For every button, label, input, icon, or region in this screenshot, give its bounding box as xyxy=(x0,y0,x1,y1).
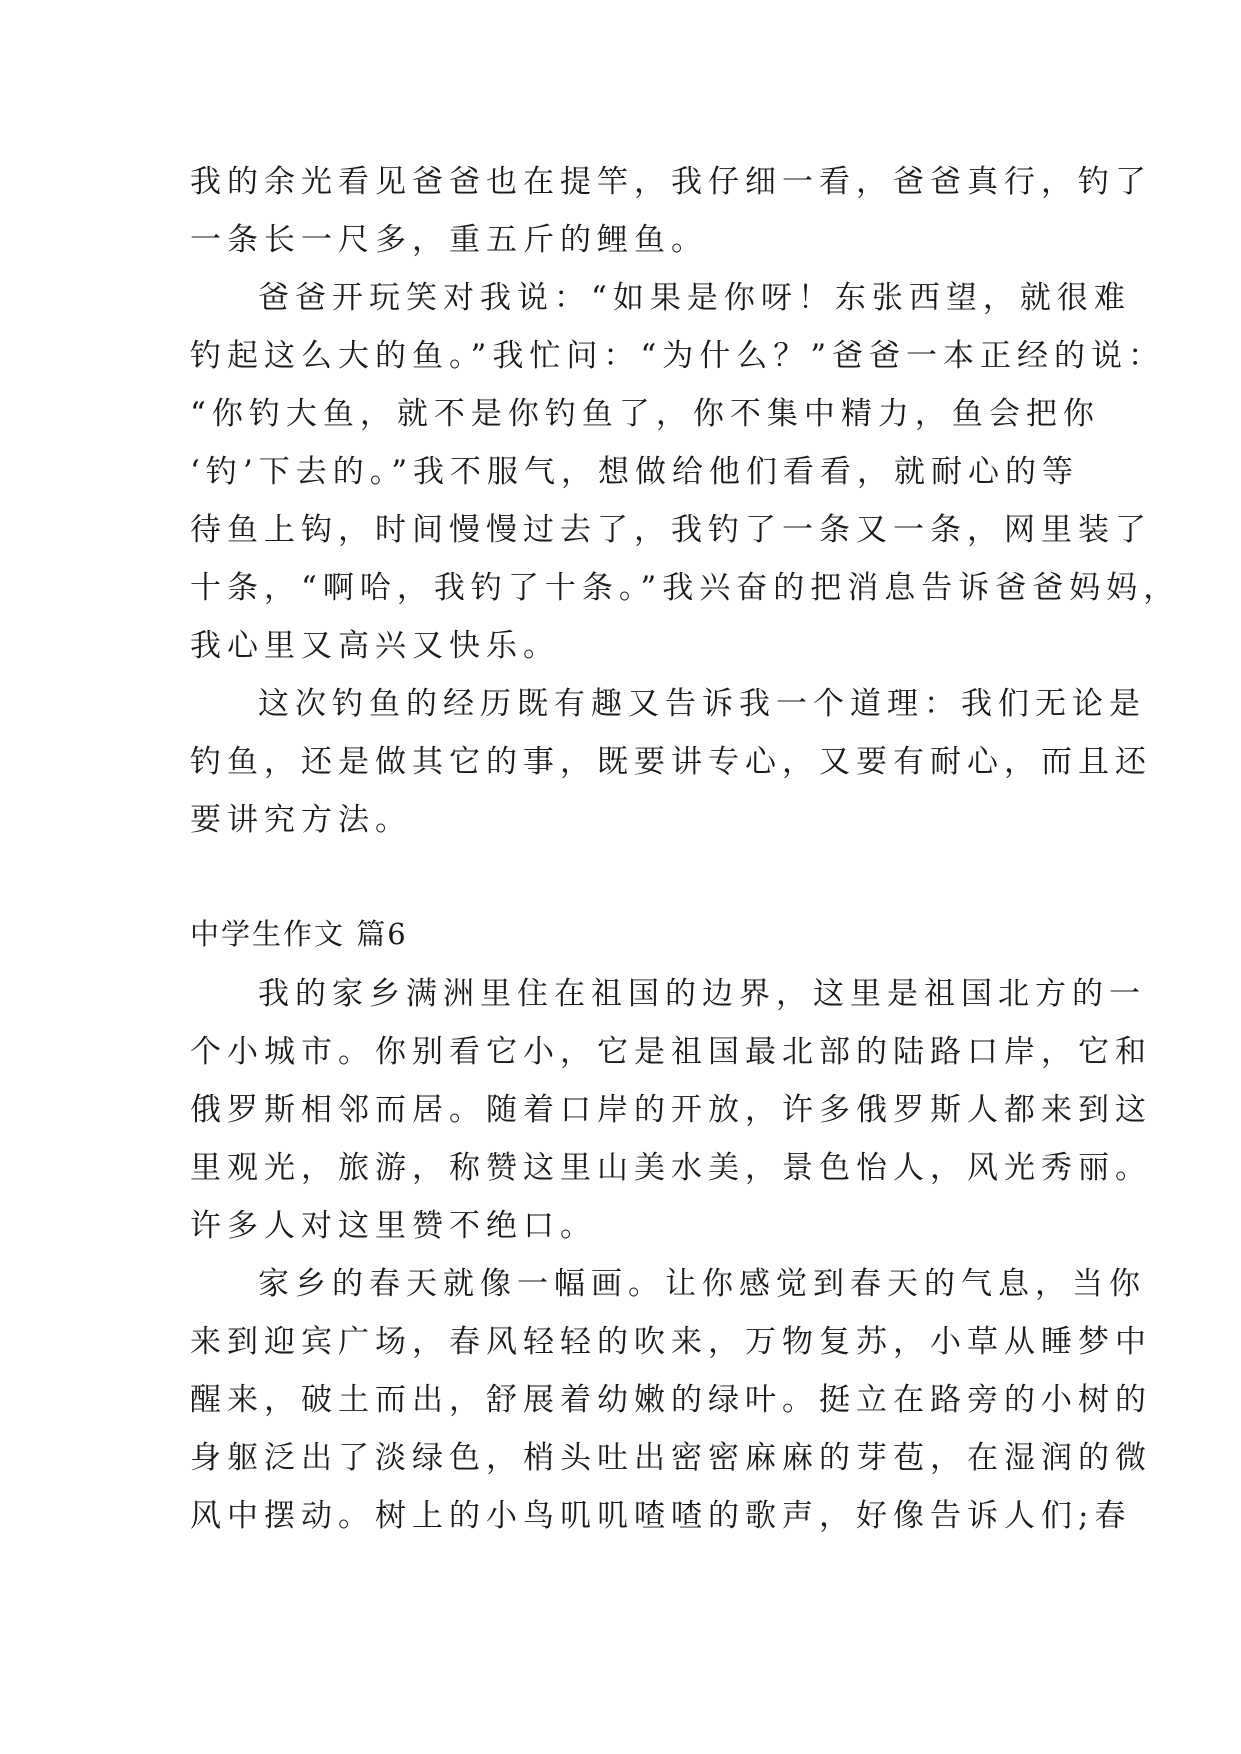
paragraph-line: 这次钓鱼的经历既有趣又告诉我一个道理：我们无论是 xyxy=(258,686,1146,722)
paragraph-line: 钓起这么大的鱼。”我忙问：“为什么？”爸爸一本正经的说： xyxy=(190,338,1166,374)
paragraph-line: 一条长一尺多，重五斤的鲤鱼。 xyxy=(190,222,708,258)
paragraph-line: 里观光，旅游，称赞这里山美水美，景色怡人，风光秀丽。 xyxy=(190,1150,1152,1186)
paragraph-line: 我的家乡满洲里住在祖国的边界，这里是祖国北方的一 xyxy=(258,976,1146,1012)
paragraph-line: “你钓大鱼，就不是你钓鱼了，你不集中精力，鱼会把你 xyxy=(190,396,1100,432)
paragraph-line: 醒来，破土而出，舒展着幼嫩的绿叶。挺立在路旁的小树的 xyxy=(190,1382,1152,1418)
paragraph-line: 我的余光看见爸爸也在提竿，我仔细一看，爸爸真行，钓了 xyxy=(190,164,1152,200)
paragraph-line: 俄罗斯相邻而居。随着口岸的开放，许多俄罗斯人都来到这 xyxy=(190,1092,1152,1128)
paragraph-line: 待鱼上钩，时间慢慢过去了，我钓了一条又一条，网里装了 xyxy=(190,512,1152,548)
paragraph-line: 十条，“啊哈，我钓了十条。”我兴奋的把消息告诉爸爸妈妈， xyxy=(190,570,1181,606)
paragraph-line: 风中摆动。树上的小鸟叽叽喳喳的歌声，好像告诉人们;春 xyxy=(190,1498,1132,1534)
paragraph-line: 来到迎宾广场，春风轻轻的吹来，万物复苏，小草从睡梦中 xyxy=(190,1324,1152,1360)
paragraph-line: 要讲究方法。 xyxy=(190,802,412,838)
paragraph-line: 个小城市。你别看它小，它是祖国最北部的陆路口岸，它和 xyxy=(190,1034,1152,1070)
paragraph-line: 家乡的春天就像一幅画。让你感觉到春天的气息，当你 xyxy=(258,1266,1146,1302)
paragraph-line: 许多人对这里赞不绝口。 xyxy=(190,1208,597,1244)
paragraph-line: 爸爸开玩笑对我说：“如果是你呀！东张西望，就很难 xyxy=(258,280,1131,316)
paragraph-line: 我心里又高兴又快乐。 xyxy=(190,628,560,664)
section-heading: 中学生作文 篇6 xyxy=(190,917,408,951)
paragraph-line: 身躯泛出了淡绿色，梢头吐出密密麻麻的芽苞，在湿润的微 xyxy=(190,1440,1152,1476)
paragraph-line: 钓鱼，还是做其它的事，既要讲专心，又要有耐心，而且还 xyxy=(190,744,1152,780)
paragraph-line: ‘钓’下去的。”我不服气，想做给他们看看，就耐心的等 xyxy=(190,454,1080,490)
